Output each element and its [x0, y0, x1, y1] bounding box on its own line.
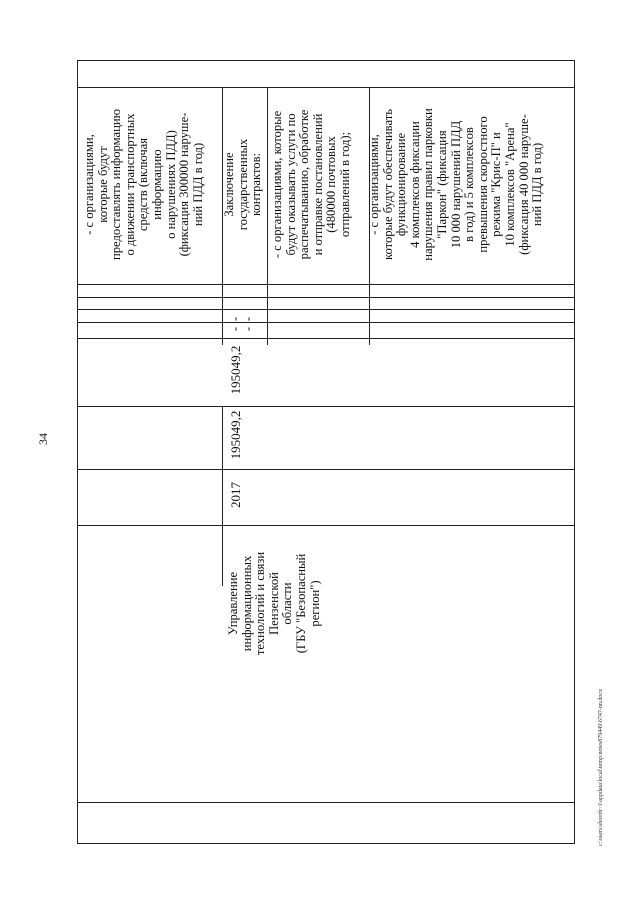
- column-divider-a2: [222, 406, 223, 586]
- row-divider-2: [78, 309, 574, 310]
- row-divider-7: [78, 525, 574, 526]
- footer-file-path: c:\users\sborob~1\appdata\local\temp\notes879449\6747-nn.docx: [598, 688, 604, 846]
- row-divider-5: [78, 406, 574, 407]
- document-table: [77, 60, 575, 844]
- page-number: 34: [36, 433, 50, 445]
- organization-cell: Управление информационных технологий и связи Пензенской области (ГБУ "Безопасный регион"): [226, 551, 322, 656]
- dash-cell-b: -: [241, 316, 255, 322]
- text-contracts-title: Заключение государственных контрактов:: [222, 138, 264, 231]
- dash-cell-d: -: [241, 326, 255, 332]
- text-contracts-item-1: - с организациями, которые будут оказывать услуги по распечатыванию, обработке и отправке постановлений (480000 почтовых отправлений в год);: [270, 109, 352, 260]
- text-organizations-info: - с организациями, которые будут предоставлять информацию о движении транспортных средств (включая информацию о нарушениях ПДД) (фиксация 300000 наруше- ний ПДД в год): [82, 109, 205, 260]
- row-divider-6: [78, 469, 574, 470]
- dash-cell-c: -: [228, 326, 242, 332]
- amount-total: 195049,2: [228, 345, 243, 395]
- row-divider-3: [78, 322, 574, 323]
- row-divider-1: [78, 297, 574, 298]
- row-divider-text: [78, 284, 574, 285]
- text-contracts-item-2: - с организациями, которые будут обеспечивать функционирование 4 комплексов фиксации нарушения правил парковки "Паркон" (фиксация 10 000 нарушений ПДД в год) и 5 комплексов превышения скоростного режима "Крис-П" и 10 комплексов "Арена" (фиксация 40 000 наруше- ний ПДД в год): [367, 108, 545, 261]
- column-divider-b: [267, 87, 268, 345]
- amount-year: 195049,2: [228, 410, 243, 460]
- year-cell: 2017: [228, 482, 243, 508]
- row-divider-8: [78, 802, 574, 803]
- row-divider-4: [78, 338, 574, 339]
- dash-cell-a: -: [228, 316, 242, 322]
